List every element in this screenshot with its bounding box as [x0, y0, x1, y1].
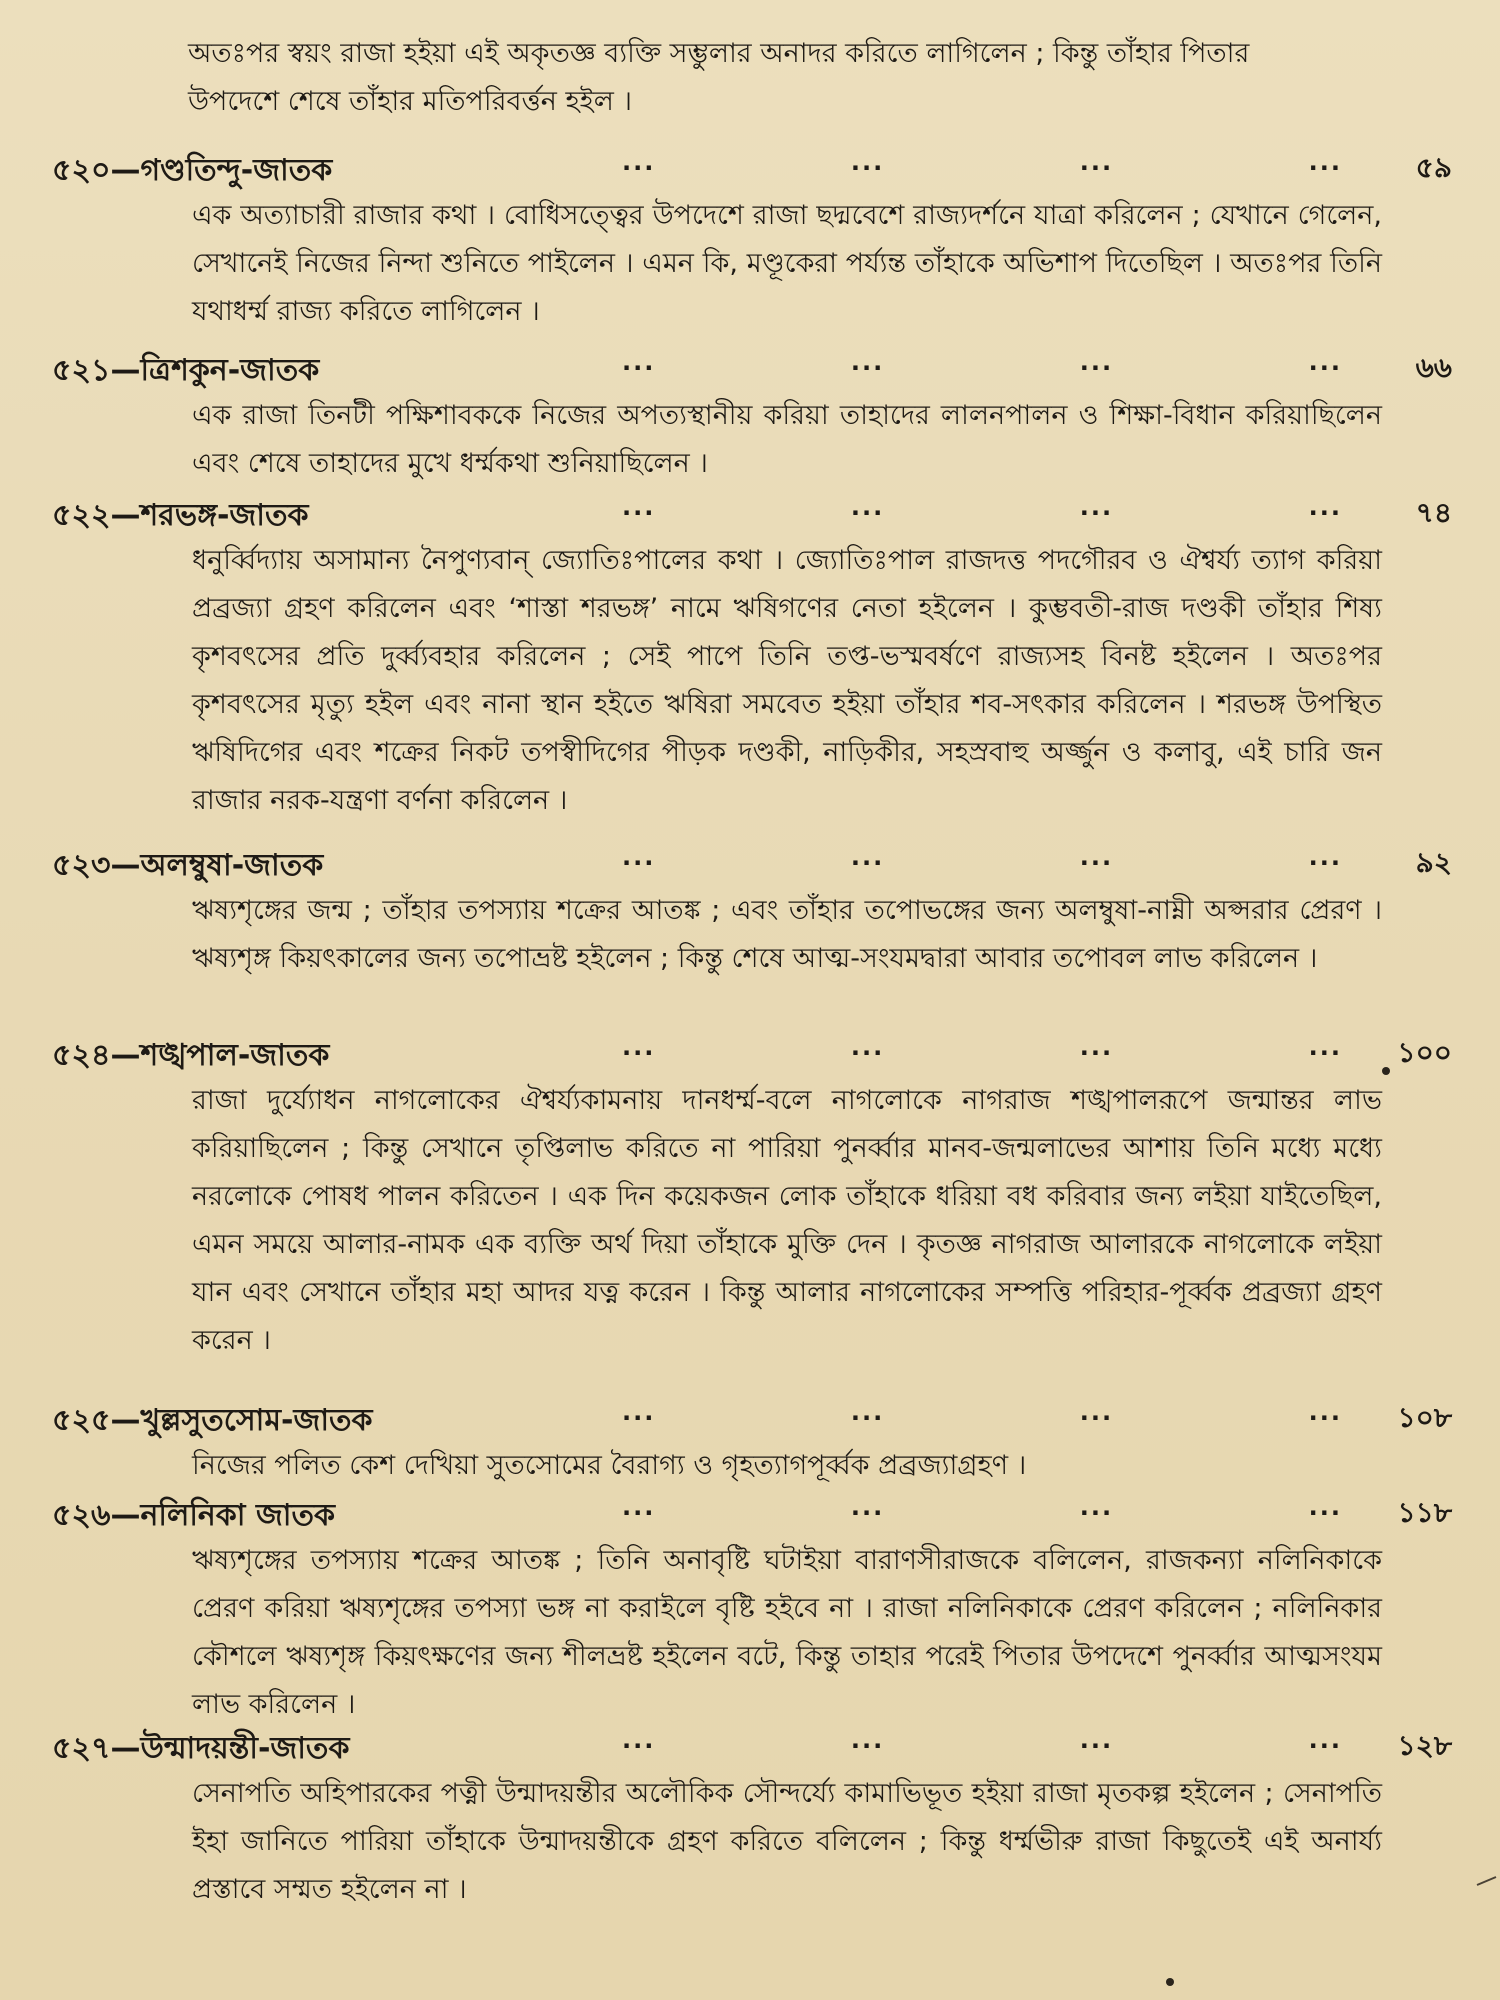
toc-entry: [52, 1485, 1452, 1756]
toc-entry: [52, 835, 1452, 1010]
entry-heading-row: [52, 1025, 1452, 1077]
dot-leaders: ... ... ... ...: [622, 148, 1342, 176]
ink-speck: [1382, 1067, 1390, 1075]
entry-title: ৫২৪—শঙ্খপাল-জাতক: [52, 1038, 330, 1073]
entry-summary: এক অত্যাচারী রাজার কথা । বোধিসত্ত্বের উপদেশে রাজা ছদ্মবেশে রাজ্যদর্শনে যাত্রা করিলেন ; যেখানে গেলেন, সেখানেই নিজের নিন্দা শুনিতে পাইলেন । এমন কি, মণ্ডূকেরা পর্য্যন্ত তাঁহাকে অভিশাপ দিতেছিল । অতঃপর তিনি যথাধর্ম্ম রাজ্য করিতে লাগিলেন ।: [192, 200, 1382, 327]
entry-title: ৫২৩—অলম্বুষা-জাতক: [52, 848, 324, 883]
entry-summary: ঋষ্যশৃঙ্গের তপস্যায় শক্রের আতঙ্ক ; তিনি অনাবৃষ্টি ঘটাইয়া বারাণসীরাজকে বলিলেন, রাজকন্যা নলিনিকাকে প্রেরণ করিয়া ঋষ্যশৃঙ্গের তপস্যা ভঙ্গ না করাইলে বৃষ্টি হইবে না । রাজা নলিনিকাকে প্রেরণ করিলেন ; নলিনিকার কৌশলে ঋষ্যশৃঙ্গ কিয়ৎক্ষণের জন্য শীলভ্রষ্ট হইলেন বটে, কিন্তু তাহার পরেই পিতার উপদেশে পুনর্ব্বার আত্মসংযম লাভ করিলেন ।: [192, 1545, 1382, 1720]
entry-page-number: ১১৮: [1397, 1496, 1452, 1529]
entry-page-number: ১০৮: [1397, 1401, 1452, 1434]
entry-heading-row: [52, 1485, 1452, 1537]
entry-page-number: ১০০: [1397, 1036, 1452, 1069]
dot-leaders: ... ... ... ...: [622, 1033, 1342, 1061]
entry-page-number: ৫৯: [1415, 151, 1452, 184]
entry-summary: রাজা দুর্য্যোধন নাগলোকের ঐশ্বর্য্যকামনায় দানধর্ম্ম-বলে নাগলোকে নাগরাজ শঙ্খপালরূপে জন্মান্তর লাভ করিয়াছিলেন ; কিন্তু সেখানে তৃপ্তিলাভ করিতে না পারিয়া পুনর্ব্বার মানব-জন্মলাভের আশায় তিনি মধ্যে মধ্যে নরলোকে পোষধ পালন করিতেন । এক দিন কয়েকজন লোক তাঁহাকে ধরিয়া বধ করিবার জন্য লইয়া যাইতেছিল, এমন সময়ে আলার-নামক এক ব্যক্তি অর্থ দিয়া তাঁহাকে মুক্তি দেন । কৃতজ্ঞ নাগরাজ আলারকে নাগলোকে লইয়া যান এবং সেখানে তাঁহার মহা আদর যত্ন করেন । কিন্তু আলার নাগলোকের সম্পত্তি পরিহার-পূর্ব্বক প্রব্রজ্যা গ্রহণ করেন ।: [192, 1085, 1382, 1356]
entry-title: ৫২০—গণ্ডতিন্দু-জাতক: [52, 153, 333, 188]
entry-page-number: ১২৮: [1397, 1729, 1452, 1762]
intro-paragraph: অতঃপর স্বয়ং রাজা হইয়া এই অকৃতজ্ঞ ব্যক্তি সম্ভুলার অনাদর করিতে লাগিলেন ; কিন্তু তাঁহার পিতার উপদেশে শেষে তাঁহার মতিপরিবর্ত্তন হইল ।: [188, 38, 1250, 117]
toc-entry: [52, 140, 1452, 363]
toc-entry: [52, 1025, 1452, 1392]
dot-leaders: ... ... ... ...: [622, 1493, 1342, 1521]
entry-heading-row: [52, 1718, 1452, 1770]
dot-leaders: ... ... ... ...: [622, 1726, 1342, 1754]
entry-summary: ধনুর্ব্বিদ্যায় অসামান্য নৈপুণ্যবান্ জ্যোতিঃপালের কথা । জ্যোতিঃপাল রাজদত্ত পদগৌরব ও ঐশ্বর্য্য ত্যাগ করিয়া প্রব্রজ্যা গ্রহণ করিলেন এবং ‘শাস্তা শরভঙ্গ’ নামে ঋষিগণের নেতা হইলেন । কুম্ভবতী-রাজ দণ্ডকী তাঁহার শিষ্য কৃশবৎসের প্রতি দুর্ব্ব্যবহার করিলেন ; সেই পাপে তিনি তপ্ত-ভস্মবর্ষণে রাজ্যসহ বিনষ্ট হইলেন । অতঃপর কৃশবৎসের মৃত্যু হইল এবং নানা স্থান হইতে ঋষিরা সমবেত হইয়া তাঁহার শব-সৎকার করিলেন । শরভঙ্গ উপস্থিত ঋষিদিগের এবং শক্রের নিকট তপস্বীদিগের পীড়ক দণ্ডকী, নাড়িকীর, সহস্রবাহু অর্জ্জুন ও কলাবু, এই চারি জন রাজার নরক-যন্ত্রণা বর্ণনা করিলেন ।: [192, 545, 1382, 816]
dot-leaders: ... ... ... ...: [622, 348, 1342, 376]
toc-entry: [52, 1718, 1452, 1941]
entry-title: ৫২৭—উন্মাদয়ন্তী-জাতক: [52, 1731, 350, 1766]
entry-summary: সেনাপতি অহিপারকের পত্নী উন্মাদয়ন্তীর অলৌকিক সৌন্দর্য্যে কামাভিভূত হইয়া রাজা মৃতকল্প হইলেন ; সেনাপতি ইহা জানিতে পারিয়া তাঁহাকে উন্মাদয়ন্তীকে গ্রহণ করিতে বলিলেন ; কিন্তু ধর্ম্মভীরু রাজা কিছুতেই এই অনার্য্য প্রস্তাবে সম্মত হইলেন না ।: [192, 1778, 1382, 1905]
entry-heading-row: [52, 485, 1452, 537]
entry-title: ৫২১—ত্রিশকুন-জাতক: [52, 353, 320, 388]
entry-page-number: ৬৬: [1415, 351, 1452, 384]
dot-leaders: ... ... ... ...: [622, 493, 1342, 521]
dot-leaders: ... ... ... ...: [622, 1398, 1342, 1426]
toc-entry: [52, 485, 1452, 852]
dot-leaders: ... ... ... ...: [622, 843, 1342, 871]
entry-heading-row: [52, 835, 1452, 887]
entry-heading-row: [52, 140, 1452, 192]
entry-heading-row: [52, 1390, 1452, 1442]
entry-summary: নিজের পলিত কেশ দেখিয়া সুতসোমের বৈরাগ্য ও গৃহত্যাগপূর্ব্বক প্রব্রজ্যাগ্রহণ ।: [192, 1450, 1027, 1481]
entry-summary: এক রাজা তিনটী পক্ষিশাবককে নিজের অপত্যস্থানীয় করিয়া তাহাদের লালনপালন ও শিক্ষা-বিধান করিয়াছিলেন এবং শেষে তাহাদের মুখে ধর্ম্মকথা শুনিয়াছিলেন ।: [192, 400, 1382, 479]
entry-title: ৫২৫—খুল্লসুতসোম-জাতক: [52, 1403, 373, 1438]
entry-summary: ঋষ্যশৃঙ্গের জন্ম ; তাঁহার তপস্যায় শক্রের আতঙ্ক ; এবং তাঁহার তপোভঙ্গের জন্য অলম্বুষা-নাম্নী অপ্সরার প্রেরণ । ঋষ্যশৃঙ্গ কিয়ৎকালের জন্য তপোভ্রষ্ট হইলেন ; কিন্তু শেষে আত্ম-সংযমদ্বারা আবার তপোবল লাভ করিলেন ।: [192, 895, 1382, 974]
entry-page-number: ৯২: [1415, 846, 1452, 879]
entry-heading-row: [52, 340, 1452, 392]
ink-speck: [1166, 1978, 1174, 1986]
entry-title: ৫২২—শরভঙ্গ-জাতক: [52, 498, 309, 533]
entry-title: ৫২৬—নলিনিকা জাতক: [52, 1498, 335, 1533]
pencil-stroke-mark: [1476, 1875, 1498, 1887]
entry-page-number: ৭৪: [1415, 496, 1452, 529]
